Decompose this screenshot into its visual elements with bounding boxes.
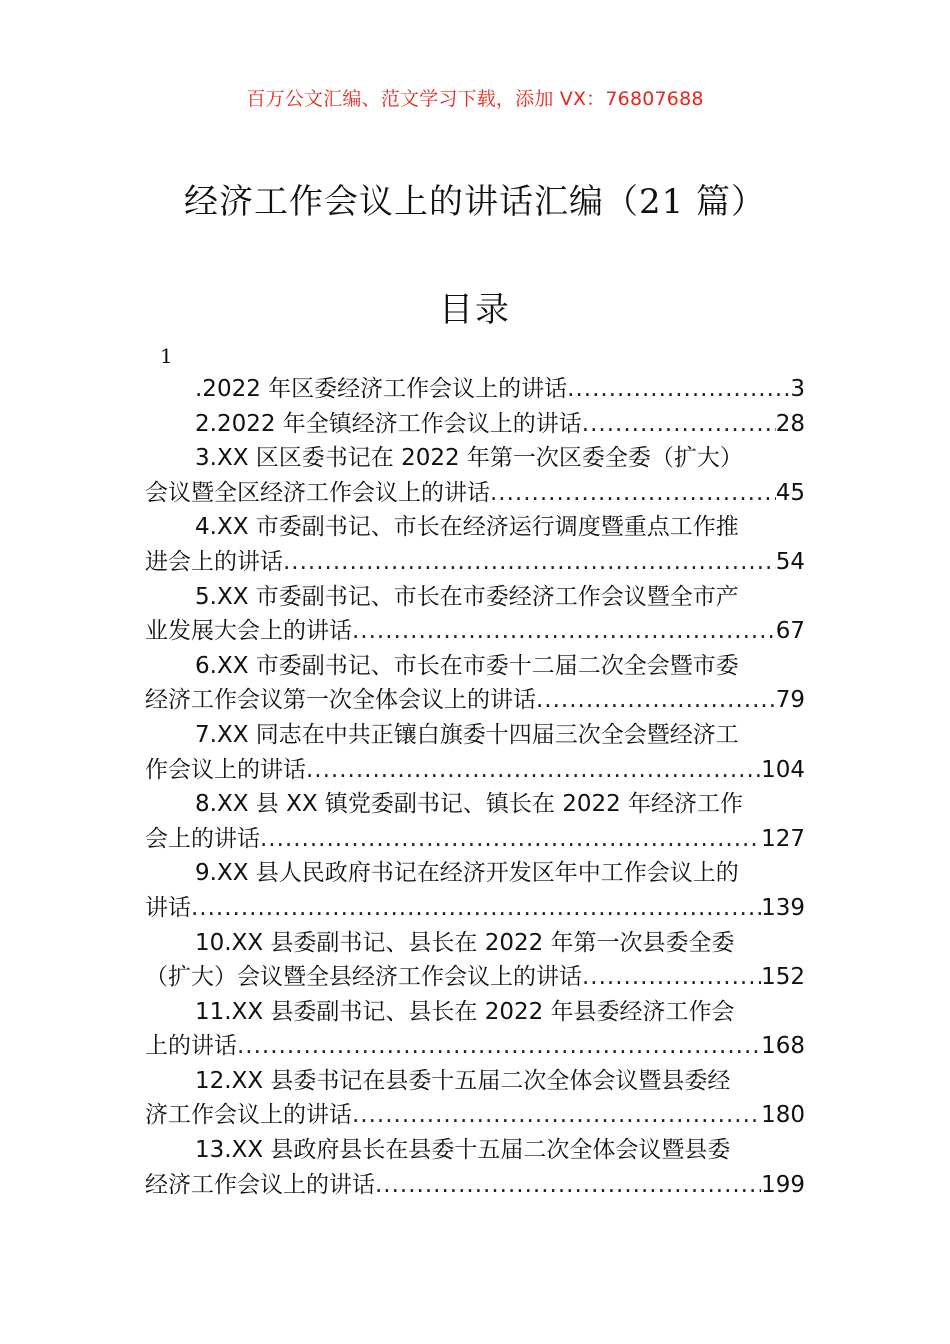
toc-entry-title: 5.XX 市委副书记、市长在市委经济工作会议暨全市产 <box>195 583 739 610</box>
toc-entry-title: 2.2022 年全镇经济工作会议上的讲话 <box>195 410 582 437</box>
toc-entry[interactable] <box>145 580 805 615</box>
toc-entry-continuation[interactable] <box>145 545 805 580</box>
toc-page-number: 45 <box>775 479 805 506</box>
dot-leader <box>582 407 776 442</box>
toc-entry-title: 4.XX 市委副书记、市长在经济运行调度暨重点工作推 <box>195 514 739 541</box>
toc-entry[interactable] <box>145 1133 805 1168</box>
toc-page-number: 139 <box>761 894 805 921</box>
toc-entry-continuation[interactable] <box>145 683 805 718</box>
toc-entry-title-cont: 讲话 <box>145 894 191 921</box>
toc-page-number: 3 <box>790 376 805 402</box>
toc-entry-title-cont: 济工作会议上的讲话 <box>145 1102 352 1129</box>
toc-entry-title-cont: 进会上的讲话 <box>145 548 283 575</box>
toc-entry[interactable] <box>145 718 805 753</box>
toc-entry-title-cont: 会上的讲话 <box>145 825 260 852</box>
toc-entry-title-cont: 上的讲话 <box>145 1033 237 1060</box>
dot-leader <box>352 614 776 649</box>
toc-entry[interactable] <box>145 995 805 1030</box>
toc-entry-title: 8.XX 县 XX 镇党委副书记、镇长在 2022 年经济工作 <box>195 791 744 818</box>
toc-entry[interactable] <box>145 407 805 442</box>
toc-entry-title: 13.XX 县政府县长在县委十五届二次全体会议暨县委 <box>195 1137 731 1164</box>
dot-leader <box>490 476 776 511</box>
toc-entry-title-cont: 业发展大会上的讲话 <box>145 618 352 645</box>
toc-entry-title-cont: 会议暨全区经济工作会议上的讲话 <box>145 479 490 506</box>
dot-leader <box>306 753 761 788</box>
dot-leader <box>237 1029 761 1064</box>
document-title <box>0 174 950 223</box>
toc-page-number: 199 <box>761 1171 805 1198</box>
dot-leader <box>191 891 761 926</box>
toc-entry-title: 11.XX 县委副书记、县长在 2022 年县委经济工作会 <box>195 998 735 1025</box>
toc-page-number: 104 <box>761 756 805 783</box>
title-text-before: 经济工作会议上的讲话汇编（ <box>183 182 639 222</box>
toc-page-number: 168 <box>761 1033 805 1060</box>
toc-page-number: 152 <box>761 964 805 991</box>
toc-entry-title: .2022 年区委经济工作会议上的讲话 <box>195 376 568 402</box>
toc-page-number: 127 <box>761 825 805 852</box>
toc-entry-title-cont: 经济工作会议上的讲话 <box>145 1171 375 1198</box>
toc-entry-continuation[interactable] <box>145 891 805 926</box>
toc-entry[interactable] <box>145 372 805 407</box>
watermark-banner: 百万公文汇编、范文学习下载，添加 VX：76807688 <box>246 88 704 110</box>
toc-page-number: 67 <box>775 618 805 645</box>
toc-entry-title: 6.XX 市委副书记、市长在市委十二届二次全会暨市委 <box>195 652 739 679</box>
toc-entry-title-cont: 经济工作会议第一次全体会议上的讲话 <box>145 687 536 714</box>
toc-page-number: 28 <box>775 410 805 437</box>
toc-entry[interactable] <box>145 441 805 476</box>
toc-entry-continuation[interactable] <box>145 1029 805 1064</box>
table-of-contents <box>145 372 805 1202</box>
toc-entry-continuation[interactable] <box>145 1098 805 1133</box>
toc-entry-title-cont: 作会议上的讲话 <box>145 756 306 783</box>
toc-entry[interactable] <box>145 510 805 545</box>
dot-leader <box>536 683 776 718</box>
toc-entry-title: 7.XX 同志在中共正镶白旗委十四届三次全会暨经济工 <box>195 721 739 748</box>
toc-entry-continuation[interactable] <box>145 753 805 788</box>
toc-entry-continuation[interactable] <box>145 822 805 857</box>
toc-page-number: 180 <box>761 1102 805 1129</box>
toc-entry-title: 3.XX 区区委书记在 2022 年第一次区委全委（扩大） <box>195 445 743 472</box>
dot-leader <box>283 545 776 580</box>
dot-leader <box>375 1168 761 1203</box>
toc-entry-continuation[interactable] <box>145 960 805 995</box>
toc-entry-continuation[interactable] <box>145 476 805 511</box>
toc-entry-title-cont: （扩大）会议暨全县经济工作会议上的讲话 <box>145 964 582 991</box>
title-number: 21 <box>638 182 685 222</box>
dot-leader <box>582 960 761 995</box>
toc-entry[interactable] <box>145 787 805 822</box>
title-text-after: 篇） <box>684 182 767 222</box>
toc-heading: 目录 <box>439 290 511 330</box>
dot-leader <box>260 822 761 857</box>
dot-leader <box>567 372 790 407</box>
toc-entry[interactable] <box>145 1064 805 1099</box>
toc-entry-continuation[interactable] <box>145 1168 805 1203</box>
toc-entry-title: 9.XX 县人民政府书记在经济开发区年中工作会议上的 <box>195 860 739 887</box>
toc-page-number: 79 <box>775 687 805 714</box>
toc-page-number: 54 <box>775 548 805 575</box>
toc-entry[interactable] <box>145 856 805 891</box>
list-number-marker: 1 <box>160 344 173 368</box>
dot-leader <box>352 1098 761 1133</box>
toc-entry-continuation[interactable] <box>145 614 805 649</box>
toc-entry-title: 10.XX 县委副书记、县长在 2022 年第一次县委全委 <box>195 929 735 956</box>
toc-entry[interactable] <box>145 649 805 684</box>
toc-entry[interactable] <box>145 926 805 961</box>
toc-entry-title: 12.XX 县委书记在县委十五届二次全体会议暨县委经 <box>195 1067 731 1094</box>
